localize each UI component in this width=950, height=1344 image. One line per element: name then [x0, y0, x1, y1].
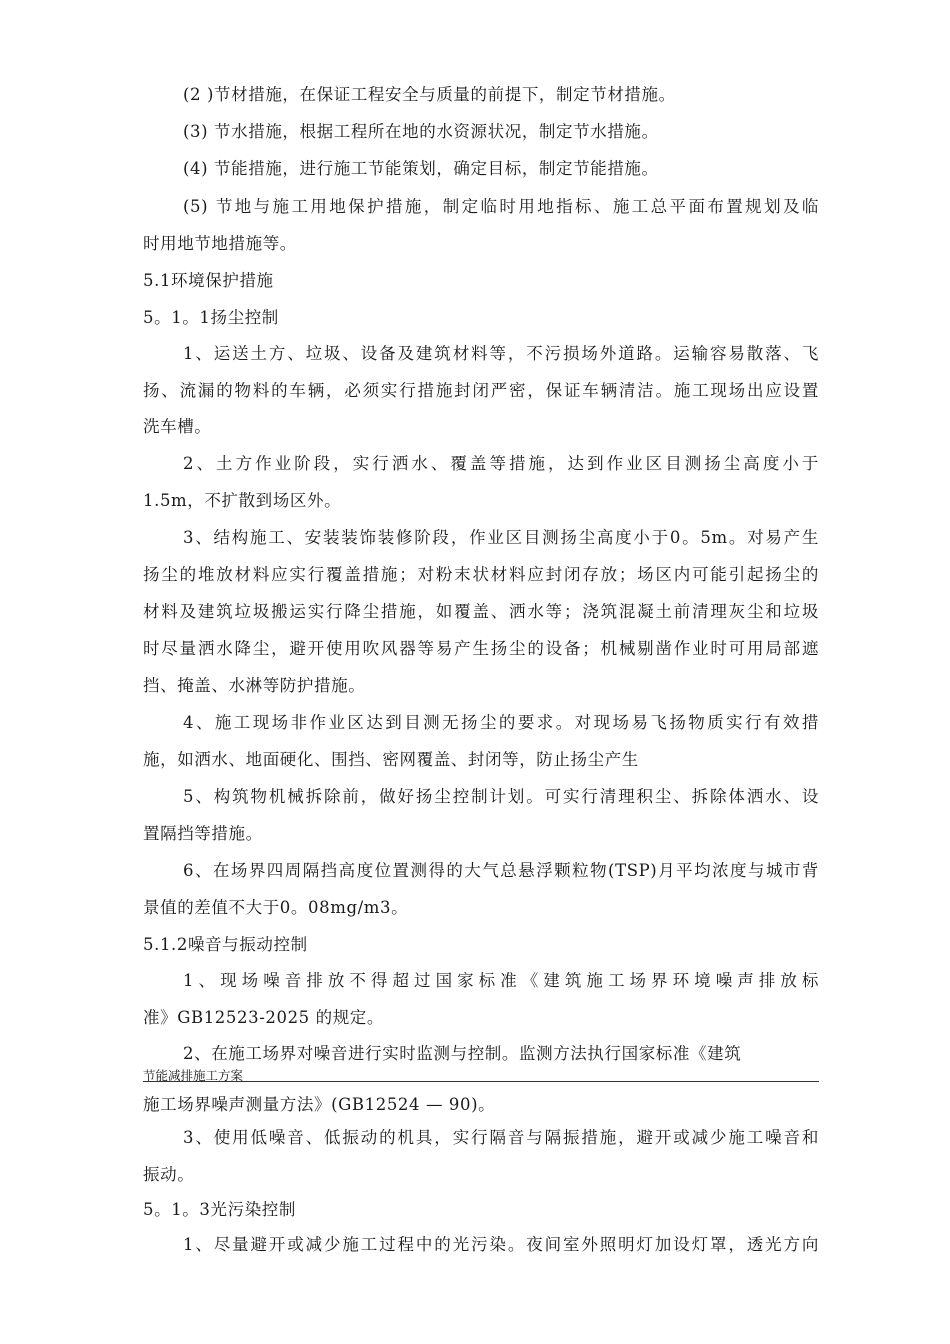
text-line: 5、构筑物机械拆除前，做好扬尘控制计划。可实行清理积尘、拆除体洒水、设 — [183, 787, 819, 806]
footer-label: 节能减排施工方案 — [143, 1068, 244, 1083]
text-line: 4、施工现场非作业区达到目测无扬尘的要求。对现场易飞扬物质实行有效措 — [183, 713, 819, 732]
text-line: 1、现场噪音排放不得超过国家标准《建筑施工场界环境噪声排放标 — [183, 971, 819, 990]
text-line: 施工场界噪声测量方法》(GB12524 — 90)。 — [143, 1095, 496, 1114]
text-line: 材料及建筑垃圾搬运实行降尘措施，如覆盖、洒水等；浇筑混凝土前清理灰尘和垃圾 — [143, 602, 819, 621]
text-line: 置隔挡等措施。 — [143, 824, 263, 843]
text-line: (4) 节能措施，进行施工节能策划，确定目标，制定节能措施。 — [183, 159, 659, 178]
section-heading: 5.1环境保护措施 — [143, 271, 274, 290]
text-line: 振动。 — [143, 1165, 195, 1184]
text-line: 施，如洒水、地面硬化、围挡、密网覆盖、封闭等，防止扬尘产生 — [143, 750, 639, 769]
subsection-heading: 5。1。1扬尘控制 — [143, 308, 279, 327]
text-line: 景值的差值不大于0。08mg/m3。 — [143, 898, 409, 917]
text-line: 1.5m，不扩散到场区外。 — [143, 491, 342, 510]
text-line: 时尽量洒水降尘，避开使用吹风器等易产生扬尘的设备；机械剔凿作业时可用局部遮 — [143, 639, 819, 658]
text-line: 1、尽量避开或减少施工过程中的光污染。夜间室外照明灯加设灯罩，透光方向 — [183, 1235, 819, 1254]
text-line: 扬、流漏的物料的车辆，必须实行措施封闭严密，保证车辆清洁。施工现场出应设置 — [143, 381, 819, 400]
text-line: 2、土方作业阶段，实行洒水、覆盖等措施，达到作业区目测扬尘高度小于 — [183, 454, 819, 473]
text-line: 准》GB12523-2025 的规定。 — [143, 1008, 385, 1027]
footer-divider — [143, 1081, 819, 1082]
text-line: 时用地节地措施等。 — [143, 234, 297, 253]
text-line: 3、使用低噪音、低振动的机具，实行隔音与隔振措施，避开或减少施工噪音和 — [183, 1128, 819, 1147]
text-line: (3) 节水措施，根据工程所在地的水资源状况，制定节水措施。 — [183, 122, 659, 141]
text-line: 洗车槽。 — [143, 417, 212, 436]
text-line: (5) 节地与施工用地保护措施，制定临时用地指标、施工总平面布置规划及临 — [183, 197, 819, 216]
text-line: 3、结构施工、安装装饰装修阶段，作业区目测扬尘高度小于0。5m。对易产生 — [183, 528, 819, 547]
text-line: 挡、掩盖、水淋等防护措施。 — [143, 676, 366, 695]
subsection-heading: 5.1.2噪音与振动控制 — [143, 935, 308, 954]
text-line: 扬尘的堆放材料应实行覆盖措施；对粉末状材料应封闭存放；场区内可能引起扬尘的 — [143, 565, 819, 584]
text-line: 6、在场界四周隔挡高度位置测得的大气总悬浮颗粒物(TSP)月平均浓度与城市背 — [183, 861, 819, 880]
text-line: (2 )节材措施，在保证工程安全与质量的前提下，制定节材措施。 — [183, 85, 676, 104]
text-line: 1、运送土方、垃圾、设备及建筑材料等，不污损场外道路。运输容易散落、飞 — [183, 344, 819, 363]
text-line: 2、在施工场界对噪音进行实时监测与控制。监测方法执行国家标准《建筑 — [183, 1044, 742, 1063]
subsection-heading: 5。1。3光污染控制 — [143, 1200, 296, 1219]
